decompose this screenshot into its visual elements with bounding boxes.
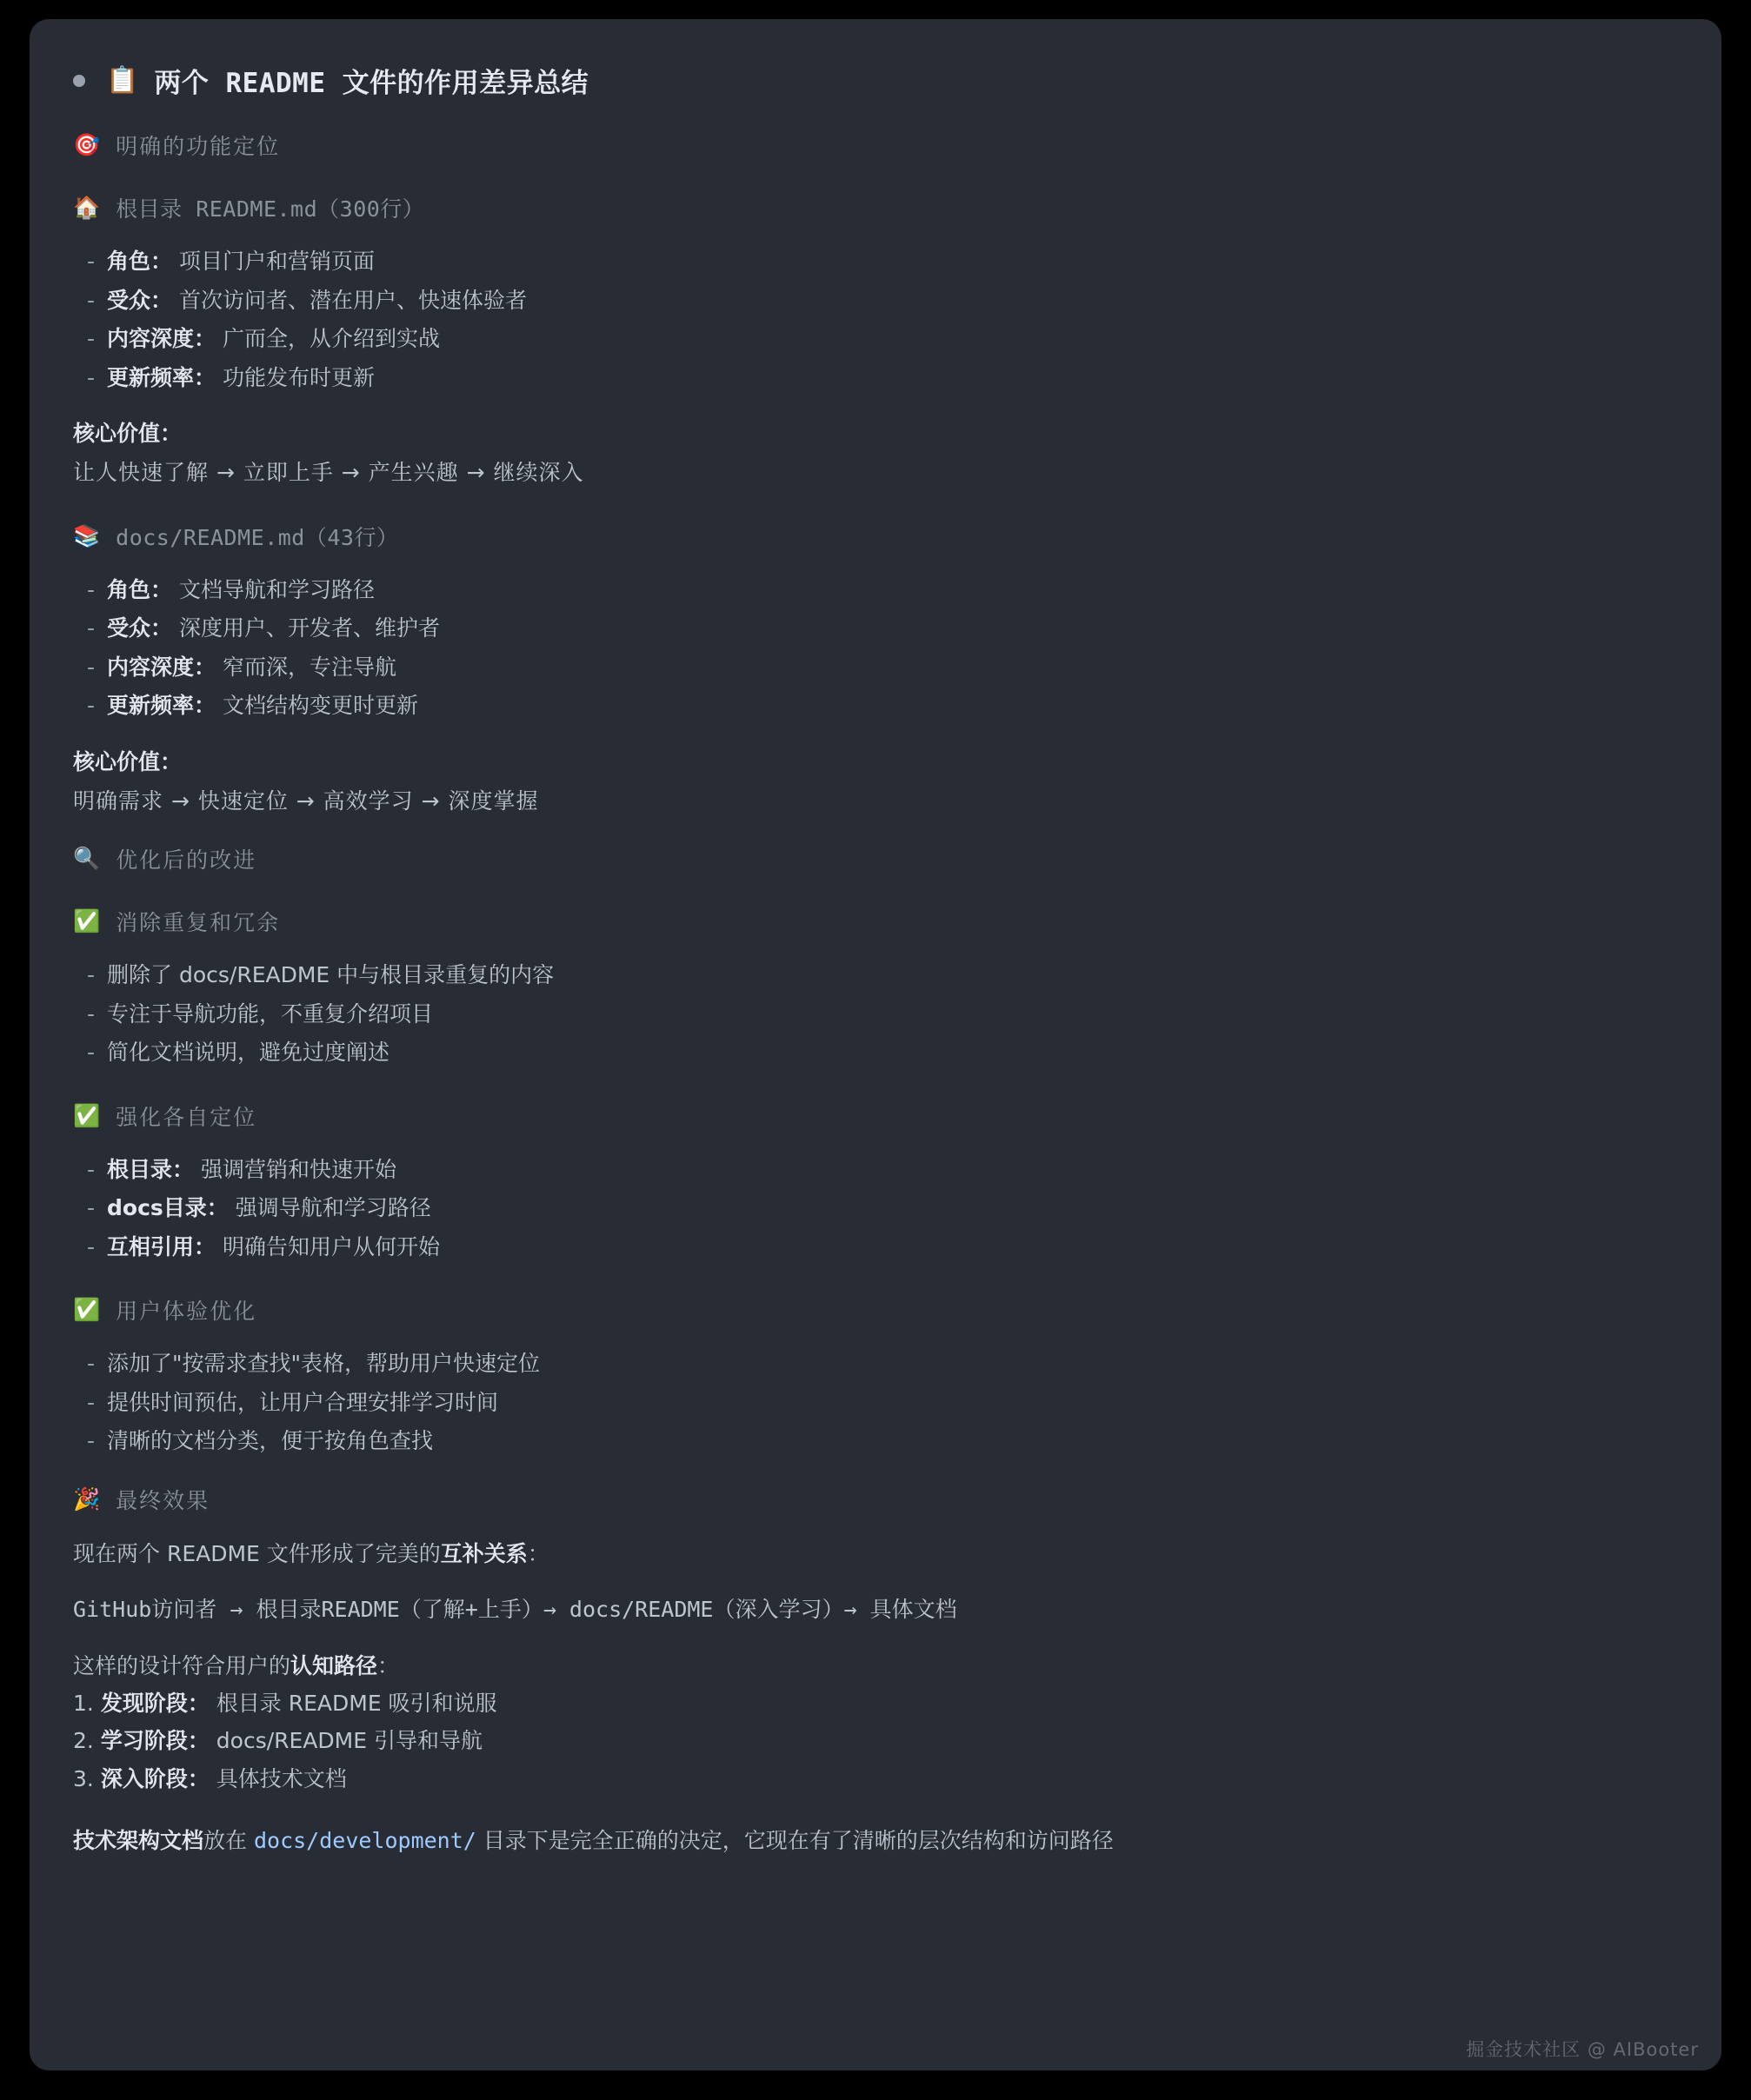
step-number: 1.	[73, 1690, 94, 1716]
final-conclusion	[73, 1824, 1678, 1857]
house-icon: 🏠	[73, 195, 103, 220]
group-label: 强化各自定位	[116, 1104, 257, 1130]
dash-marker: -	[87, 1195, 96, 1220]
paragraph-bold: 互补关系	[440, 1540, 528, 1566]
dash-marker: -	[87, 1040, 96, 1065]
list-item	[87, 323, 1678, 356]
paragraph-prefix: 现在两个 README 文件形成了完美的	[73, 1540, 441, 1566]
group-heading-ux	[73, 1294, 1678, 1326]
cognitive-suffix: ：	[377, 1653, 400, 1678]
list-item	[87, 960, 1678, 992]
section-label: 优化后的改进	[116, 847, 257, 873]
dash-marker: -	[87, 615, 96, 641]
answer-card	[30, 19, 1721, 2070]
list-item-value: 简化文档说明，避免过度阐述	[107, 1040, 390, 1065]
subsection-label: 根目录 README.md（300行）	[116, 196, 425, 222]
subsection-heading-docs-readme	[73, 521, 1678, 552]
list-item	[87, 1348, 1678, 1380]
check-mark-icon: ✅	[73, 1102, 103, 1128]
dash-marker: -	[87, 693, 96, 718]
list-item-value: 功能发布时更新	[223, 364, 376, 390]
dash-marker: -	[87, 1233, 96, 1259]
list-item	[87, 362, 1678, 395]
check-mark-icon: ✅	[73, 908, 103, 934]
list-item-value: 添加了"按需求查找"表格，帮助用户快速定位	[107, 1351, 541, 1376]
list-item-value: 首次访问者、潜在用户、快速体验者	[179, 287, 528, 313]
list-item	[87, 1154, 1678, 1186]
step-number: 3.	[73, 1765, 94, 1791]
core-value-docs	[73, 745, 1678, 818]
list-item	[87, 1193, 1678, 1225]
dash-marker: -	[87, 249, 96, 274]
conclusion-code-path: docs/development/	[253, 1828, 476, 1854]
list-item-value: 删除了 docs/README 中与根目录重复的内容	[107, 962, 555, 987]
final-effect-paragraph	[73, 1538, 1678, 1572]
list-item	[73, 1687, 1678, 1720]
list-item-value: 强调营销和快速开始	[201, 1156, 397, 1182]
list-item	[73, 1725, 1678, 1758]
list-item-key: 更新频率：	[107, 364, 216, 390]
list-item	[73, 1763, 1678, 1796]
list-item	[87, 575, 1678, 607]
list-item	[87, 246, 1678, 278]
dash-marker: -	[87, 1428, 96, 1453]
dash-marker: -	[87, 576, 96, 602]
bullet-dot-icon	[73, 75, 85, 87]
page-title	[73, 61, 1678, 100]
list-item	[87, 690, 1678, 722]
dash-marker: -	[87, 654, 96, 680]
check-mark-icon: ✅	[73, 1297, 103, 1322]
list-item	[87, 1037, 1678, 1069]
list-item-value: 强调导航和学习路径	[235, 1195, 431, 1220]
list-dedup-items	[73, 960, 1678, 1069]
list-item-key: 角色：	[107, 576, 173, 602]
list-item-value: 深度用户、开发者、维护者	[179, 615, 441, 641]
list-item-key: docs目录：	[107, 1195, 229, 1220]
dash-marker: -	[87, 962, 96, 987]
step-number: 2.	[73, 1728, 94, 1754]
group-label: 用户体验优化	[116, 1299, 257, 1324]
step-key: 学习阶段：	[100, 1728, 210, 1754]
target-icon: 🎯	[73, 132, 103, 157]
dash-marker: -	[87, 326, 96, 351]
paragraph-suffix: ：	[527, 1540, 549, 1566]
cognitive-path-line	[73, 1650, 1678, 1684]
step-value: 具体技术文档	[216, 1765, 347, 1791]
subsection-label: docs/README.md（43行）	[116, 524, 399, 550]
list-item-value: 广而全，从介绍到实战	[223, 326, 441, 351]
list-item-key: 根目录：	[107, 1156, 195, 1182]
list-docs-readme-attributes	[73, 575, 1678, 722]
list-item-key: 内容深度：	[107, 654, 216, 680]
list-positioning-items	[73, 1154, 1678, 1264]
list-item-key: 受众：	[107, 287, 173, 313]
section-heading-positioning	[73, 130, 1678, 161]
group-heading-positioning	[73, 1100, 1678, 1132]
conclusion-rest: 目录下是完全正确的决定，它现在有了清晰的层次结构和访问路径	[476, 1828, 1114, 1854]
section-label: 明确的功能定位	[116, 134, 281, 159]
dash-marker: -	[87, 1351, 96, 1376]
core-value-flow: 让人快速了解 → 立即上手 → 产生兴趣 → 继续深入	[73, 460, 584, 485]
list-item	[87, 1232, 1678, 1264]
dash-marker: -	[87, 1156, 96, 1182]
list-item-key: 更新频率：	[107, 693, 216, 718]
list-item-value: 窄而深，专注导航	[223, 654, 397, 680]
cognitive-prefix: 这样的设计符合用户的	[73, 1653, 291, 1678]
group-heading-dedup	[73, 906, 1678, 937]
list-item-value: 提供时间预估，让用户合理安排学习时间	[107, 1389, 499, 1415]
magnifier-icon: 🔍	[73, 846, 103, 871]
final-effect-flow: GitHub访问者 → 根目录README（了解+上手）→ docs/README（深入学习）→ 具体文档	[73, 1597, 957, 1623]
watermark: 掘金技术社区 @ AIBooter	[1466, 2039, 1699, 2060]
list-item-key: 受众：	[107, 615, 173, 641]
subsection-heading-root-readme	[73, 192, 1678, 223]
list-item-value: 专注于导航功能，不重复介绍项目	[107, 1000, 434, 1027]
list-item-value: 项目门户和营销页面	[179, 249, 376, 274]
section-heading-final-effect	[73, 1484, 1678, 1515]
cognitive-bold: 认知路径	[290, 1653, 378, 1678]
list-item	[87, 285, 1678, 317]
dash-marker: -	[87, 1389, 96, 1415]
list-item-value: 文档导航和学习路径	[179, 576, 376, 602]
conclusion-mid: 放在	[203, 1828, 254, 1854]
section-label: 最终效果	[116, 1487, 210, 1513]
list-item-value: 文档结构变更时更新	[223, 693, 419, 718]
step-key: 深入阶段：	[100, 1765, 210, 1791]
list-item	[87, 652, 1678, 684]
clipboard-icon: 📋	[106, 64, 139, 96]
list-root-readme-attributes	[73, 246, 1678, 394]
list-item-value: 明确告知用户从何开始	[223, 1233, 441, 1259]
list-cognitive-steps	[73, 1687, 1678, 1796]
dash-marker: -	[87, 364, 96, 390]
page-title-text: 两个 README 文件的作用差异总结	[154, 68, 589, 99]
list-item	[87, 999, 1678, 1031]
dash-marker: -	[87, 1000, 96, 1027]
conclusion-bold: 技术架构文档	[73, 1828, 204, 1854]
list-item	[87, 613, 1678, 645]
core-value-title: 核心价值：	[73, 748, 183, 774]
list-ux-items	[73, 1348, 1678, 1458]
dash-marker: -	[87, 287, 96, 313]
party-popper-icon: 🎉	[73, 1485, 103, 1512]
list-item	[87, 1387, 1678, 1419]
list-item-key: 角色：	[107, 249, 173, 274]
step-key: 发现阶段：	[100, 1690, 210, 1716]
list-item-key: 内容深度：	[107, 326, 216, 351]
group-label: 消除重复和冗余	[116, 910, 281, 935]
core-value-root	[73, 416, 1678, 489]
core-value-flow: 明确需求 → 快速定位 → 高效学习 → 深度掌握	[73, 788, 539, 814]
step-value: 根目录 README 吸引和说服	[216, 1690, 497, 1716]
step-value: docs/README 引导和导航	[216, 1728, 483, 1754]
list-item-value: 清晰的文档分类，便于按角色查找	[107, 1428, 434, 1453]
list-item	[87, 1425, 1678, 1458]
books-icon: 📚	[73, 522, 103, 548]
section-heading-improvements	[73, 843, 1678, 874]
list-item-key: 互相引用：	[107, 1233, 216, 1259]
core-value-title: 核心价值：	[73, 421, 183, 446]
